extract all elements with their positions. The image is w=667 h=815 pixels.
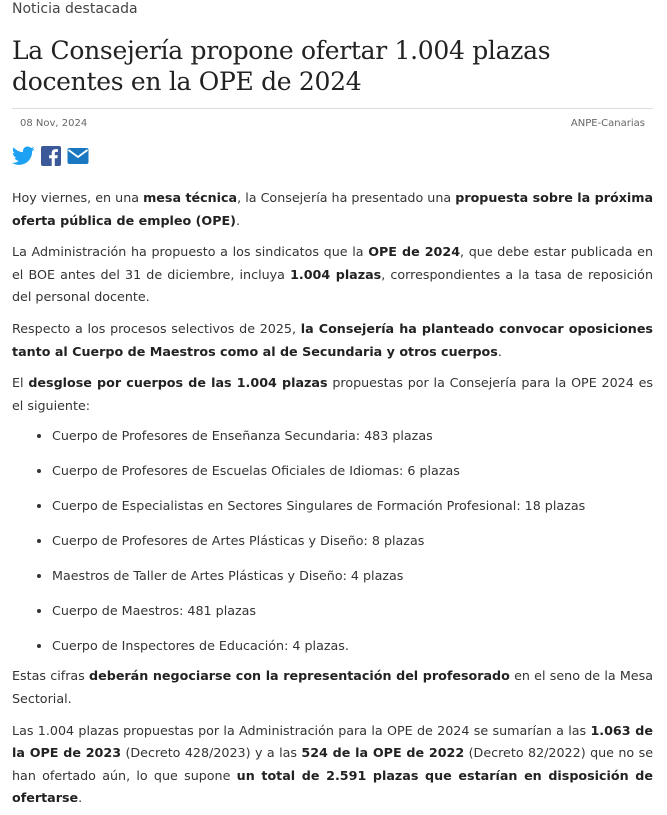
- paragraph-intro: [12, 187, 653, 232]
- article-meta: [12, 109, 653, 129]
- article-date: 08 Nov, 2024: [20, 118, 88, 129]
- text-run: .: [78, 790, 83, 806]
- bold-text: un total de 2.591 plazas que estarían en disposición de ofertarse: [12, 767, 653, 806]
- text-run: .: [497, 343, 502, 359]
- article-body: [12, 187, 653, 810]
- bold-text: desglose por cuerpos de las 1.004 plazas: [28, 375, 328, 391]
- text-run: , que debe estar publicada en el BOE antes del 31 de diciembre, incluya: [12, 244, 653, 282]
- text-run: Respecto a los procesos selectivos de 2025,: [12, 320, 301, 336]
- paragraph-totals: [12, 720, 653, 810]
- list-item: • Maestros de Taller de Artes Plásticas y Diseño: 4 plazas: [52, 566, 653, 586]
- bold-text: OPE de 2024: [368, 244, 461, 260]
- text-run: El: [12, 375, 29, 391]
- list-item: • Cuerpo de Inspectores de Educación: 4 plazas.: [52, 636, 653, 656]
- paragraph-negotiation: [12, 665, 653, 710]
- facebook-icon[interactable]: [41, 146, 61, 166]
- text-run: Estas cifras: [12, 668, 90, 684]
- bold-text: 524 de la OPE de 2022: [301, 745, 465, 761]
- bold-text: la Consejería ha planteado convocar oposiciones tanto al Cuerpo de Maestros como al de Secundaria y otros cuerpos: [12, 320, 653, 359]
- email-icon[interactable]: [67, 147, 89, 165]
- text-run: (Decreto 428/2023) y a las: [121, 745, 302, 761]
- list-item: • Cuerpo de Profesores de Artes Plásticas y Diseño: 8 plazas: [52, 531, 653, 551]
- text-run: (Decreto 82/2022) que no se han ofertado aún, lo que supone: [12, 745, 653, 783]
- share-bar: [12, 145, 653, 167]
- bold-text: deberán negociarse con la representación del profesorado: [89, 668, 510, 684]
- bold-text: mesa técnica: [143, 190, 238, 205]
- text-run: , correspondientes a la tasa de reposición del personal docente.: [12, 266, 653, 305]
- text-run: en el seno de la Mesa Sectorial.: [12, 668, 653, 706]
- text-run: , la Consejería ha presentado una: [237, 190, 456, 205]
- paragraph-2025: [12, 318, 653, 363]
- paragraph-ope-2024: [12, 241, 653, 309]
- text-run: Hoy viernes, en una: [12, 190, 144, 205]
- list-item: • Cuerpo de Especialistas en Sectores Singulares de Formación Profesional: 18 plazas: [52, 496, 653, 516]
- bold-text: propuesta sobre la próxima oferta pública de empleo (OPE): [12, 190, 654, 228]
- breakdown-list: [12, 426, 653, 656]
- bold-text: 1.004 plazas: [290, 266, 382, 282]
- paragraph-breakdown: [12, 372, 653, 417]
- bold-text: 1.063 de la OPE de 2023: [12, 722, 653, 761]
- list-item: • Cuerpo de Maestros: 481 plazas: [52, 601, 653, 621]
- article-title: La Consejería propone ofertar 1.004 plazas docentes en la OPE de 2024: [12, 36, 551, 96]
- article: [12, 0, 653, 810]
- text-run: La Administración ha propuesto a los sindicatos que la: [12, 244, 369, 260]
- article-kicker: Noticia destacada: [12, 1, 138, 17]
- text-run: .: [235, 212, 241, 228]
- text-run: Las 1.004 plazas propuestas por la Administración para la OPE de 2024 se sumarían a las: [12, 722, 591, 738]
- list-item: • Cuerpo de Profesores de Enseñanza Secundaria: 483 plazas: [52, 426, 653, 446]
- twitter-icon[interactable]: [12, 146, 35, 166]
- article-source: ANPE-Canarias: [570, 118, 645, 129]
- text-run: propuestas por la Consejería para la OPE 2024 es el siguiente:: [12, 375, 654, 413]
- list-item: • Cuerpo de Profesores de Escuelas Oficiales de Idiomas: 6 plazas: [52, 461, 653, 481]
